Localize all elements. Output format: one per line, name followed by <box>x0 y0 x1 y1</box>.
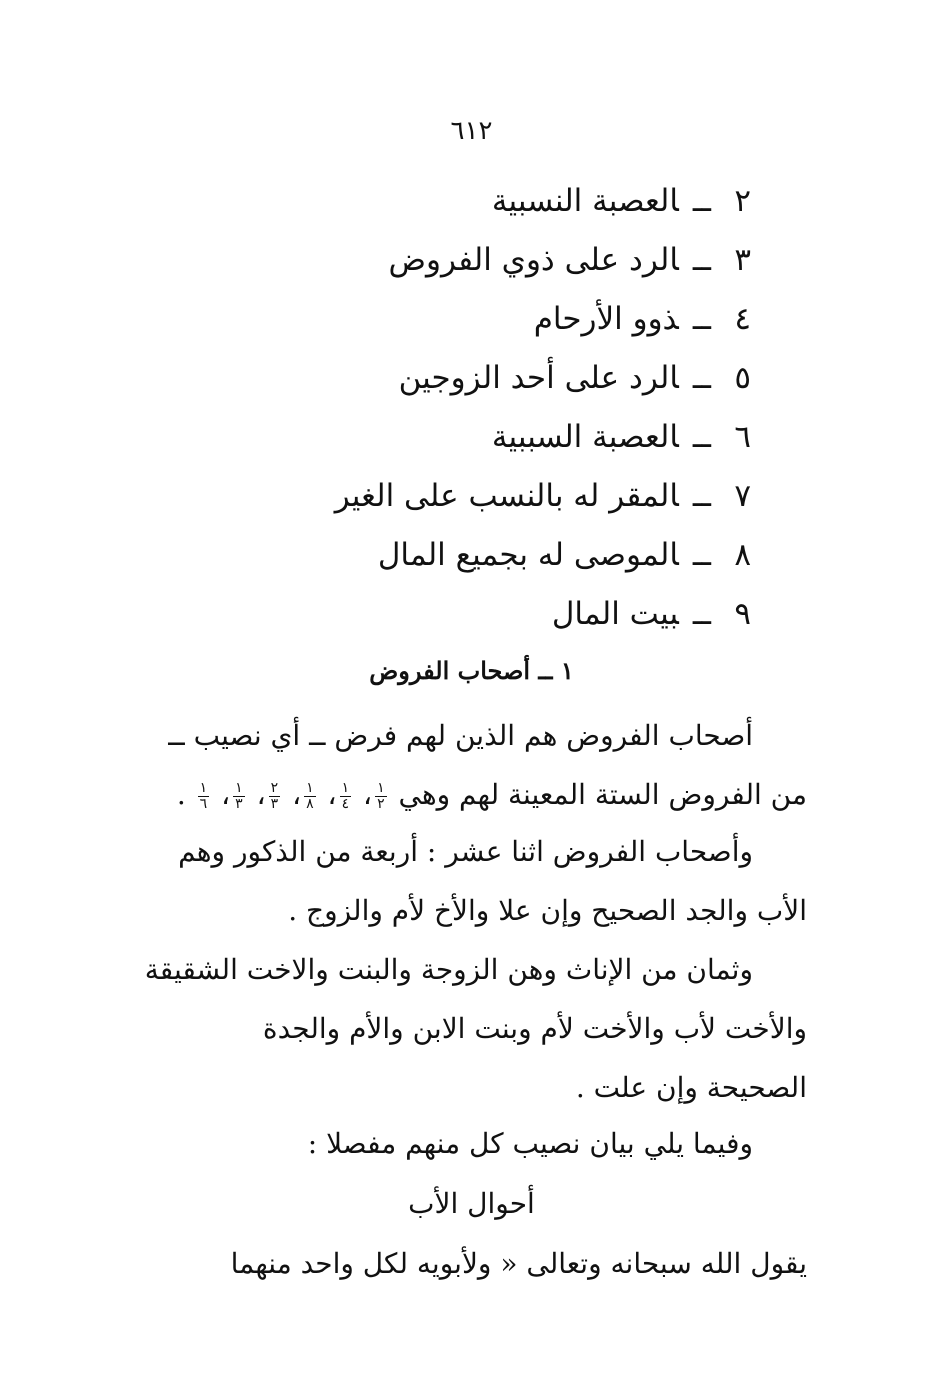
sentence-end: . <box>176 778 186 811</box>
list-text: الرد على ذوي الفروض <box>388 242 679 278</box>
paragraph-line: أصحاب الفروض هم الذين لهم فرض ــ أي نصيب ــ <box>168 719 753 752</box>
fraction-quarter: $\frac{١}{٤}$ <box>341 780 350 812</box>
section-heading: ١ ــ أصحاب الفروض <box>369 656 574 685</box>
paragraph-line: الأب والجد الصحيح وإن علا والأخ لأم والزوج . <box>288 894 807 927</box>
list-number: ٢ <box>734 183 751 219</box>
paragraph-line: وأصحاب الفروض اثنا عشر : أربعة من الذكور وهم <box>178 835 753 868</box>
list-number: ٥ <box>734 360 751 396</box>
heir-list <box>191 176 751 648</box>
list-number: ٧ <box>734 478 751 514</box>
list-number: ٤ <box>734 301 751 337</box>
list-item <box>191 294 751 353</box>
paragraph-line-fractions <box>127 765 807 824</box>
list-number: ٦ <box>734 419 751 455</box>
list-text: الرد على أحد الزوجين <box>398 360 679 396</box>
list-number: ٩ <box>734 596 751 632</box>
fraction-two-thirds: $\frac{٢}{٣}$ <box>270 780 279 812</box>
list-item <box>191 471 751 530</box>
paragraph-line: وثمان من الإناث وهن الزوجة والبنت والاخت الشقيقة <box>144 953 753 986</box>
list-dash: ــ <box>692 478 711 514</box>
list-number: ٨ <box>734 537 751 573</box>
paragraph-line: والأخت لأب والأخت لأم وبنت الابن والأم والجدة <box>262 1012 807 1045</box>
list-text: الموصى له بجميع المال <box>377 537 679 573</box>
list-item <box>191 235 751 294</box>
list-item <box>191 530 751 589</box>
fraction-separator: ، <box>363 778 373 811</box>
list-text: العصبة السببية <box>491 419 679 455</box>
list-dash: ــ <box>692 183 711 219</box>
paragraph-line: الصحيحة وإن علت . <box>575 1071 807 1104</box>
list-dash: ــ <box>692 360 711 396</box>
paragraph-quran <box>127 1234 807 1293</box>
paragraph-female-heirs <box>127 940 807 1117</box>
page-number: ٦١٢ <box>450 116 493 146</box>
paragraph-line: وفيما يلي بيان نصيب كل منهم مفصلا : <box>307 1127 753 1160</box>
list-item <box>191 176 751 235</box>
list-dash: ــ <box>692 301 711 337</box>
list-dash: ــ <box>692 537 711 573</box>
fraction-separator: ، <box>327 778 337 811</box>
fraction-separator: ، <box>221 778 231 811</box>
list-text: المقر له بالنسب على الغير <box>334 478 679 514</box>
list-dash: ــ <box>692 419 711 455</box>
paragraph-line: يقول الله سبحانه وتعالى « ولأبويه لكل واحد منهما <box>230 1247 807 1280</box>
subheading-father: أحوال الأب <box>408 1187 535 1220</box>
fraction-separator: ، <box>256 778 266 811</box>
fraction-separator: ، <box>292 778 302 811</box>
list-number: ٣ <box>734 242 751 278</box>
list-item <box>191 589 751 648</box>
list-text: ذوو الأرحام <box>533 301 679 337</box>
list-text: بيت المال <box>551 596 679 632</box>
fraction-eighth: $\frac{١}{٨}$ <box>306 780 314 812</box>
fraction-sixth: $\frac{١}{٦}$ <box>199 780 208 812</box>
fraction-half: $\frac{١}{٢}$ <box>377 780 385 812</box>
paragraph-intro <box>127 1114 807 1173</box>
list-dash: ــ <box>692 242 711 278</box>
fractions-prefix: من الفروض الستة المعينة لهم وهي <box>398 778 807 811</box>
list-dash: ــ <box>692 596 711 632</box>
paragraph-definition <box>127 706 807 824</box>
list-text: العصبة النسبية <box>491 183 679 219</box>
paragraph-male-heirs <box>127 822 807 940</box>
fraction-third: $\frac{١}{٣}$ <box>235 780 243 812</box>
list-item <box>191 412 751 471</box>
list-item <box>191 353 751 412</box>
